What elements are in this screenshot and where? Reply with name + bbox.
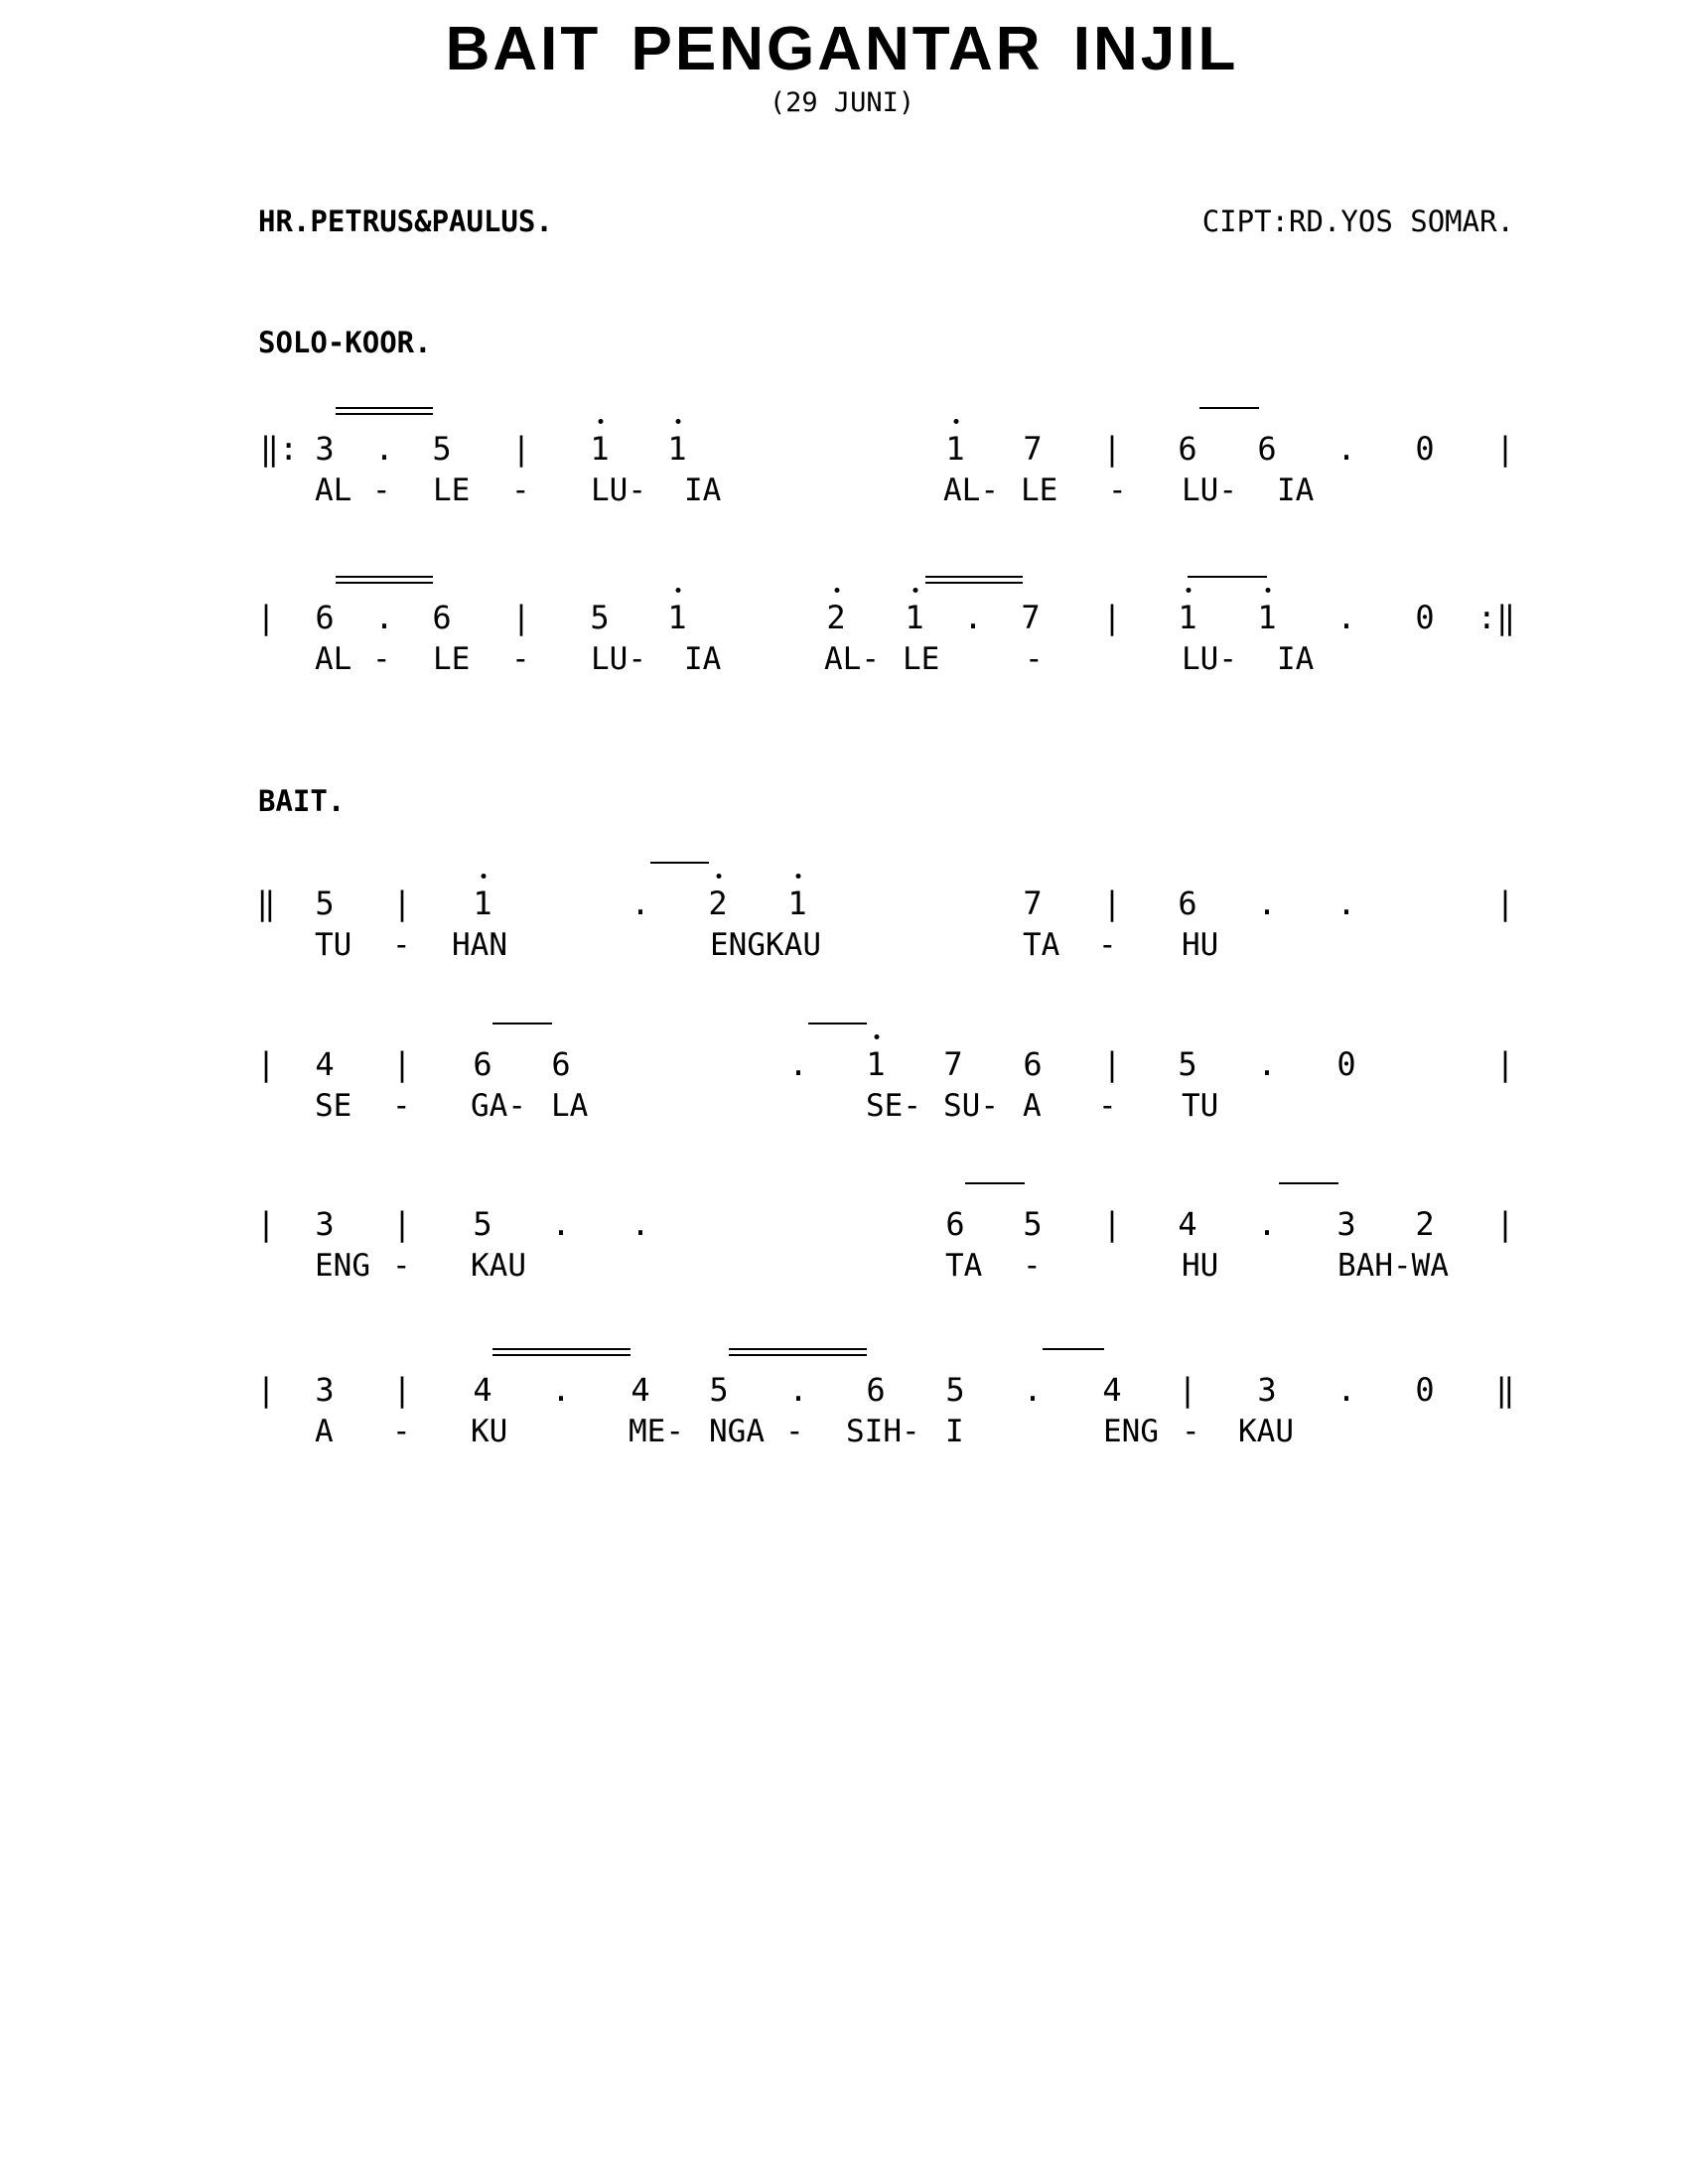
- lyric-syllable: KAU: [1238, 1414, 1294, 1449]
- note-token: 0: [1415, 599, 1435, 636]
- beam-line: [808, 1023, 867, 1024]
- note-token: 5: [590, 599, 610, 636]
- note-token: |: [256, 1045, 276, 1083]
- note-token: 2: [1415, 1205, 1435, 1243]
- note-token: 2: [826, 599, 846, 636]
- lyric-syllable: LA: [551, 1088, 589, 1124]
- note-token: .: [1023, 1371, 1043, 1409]
- note-token: 5: [945, 1371, 965, 1409]
- song-occasion: HR.PETRUS&PAULUS.: [258, 205, 553, 238]
- beam-line: [492, 1023, 552, 1024]
- section-label-bait: BAIT.: [258, 784, 346, 818]
- note-token: |: [392, 1371, 412, 1409]
- octave-dot: [717, 874, 722, 879]
- note-token: 4: [631, 1371, 650, 1409]
- lyric-syllable: AL-: [824, 641, 880, 677]
- note-token: 0: [1415, 430, 1435, 468]
- note-token: 6: [1023, 1045, 1043, 1083]
- note-token: |: [1495, 1205, 1515, 1243]
- lyric-syllable: LE: [433, 473, 471, 508]
- note-token: .: [1257, 885, 1277, 922]
- lyric-syllable: -: [1182, 1414, 1200, 1449]
- beam-line: [492, 1348, 631, 1350]
- note-token: |: [511, 599, 531, 636]
- note-token: |: [1495, 430, 1515, 468]
- lyric-syllable: -: [392, 927, 411, 963]
- note-token: 1: [905, 599, 924, 636]
- note-token: .: [788, 1045, 808, 1083]
- note-token: |: [392, 885, 412, 922]
- beam-line: [650, 862, 709, 864]
- note-token: 7: [1023, 430, 1043, 468]
- lyric-syllable: GA-: [471, 1088, 526, 1124]
- lyric-syllable: LU-: [1182, 473, 1237, 508]
- lyric-syllable: LU-: [1182, 641, 1237, 677]
- note-token: |: [1102, 885, 1122, 922]
- octave-dot: [1187, 588, 1192, 593]
- octave-dot: [875, 1034, 880, 1039]
- note-token: 6: [473, 1045, 492, 1083]
- lyric-syllable: BAH-WA: [1337, 1248, 1449, 1284]
- beam-line: [336, 582, 433, 584]
- beam-line: [336, 576, 433, 578]
- lyric-syllable: LE: [1021, 473, 1058, 508]
- note-token: |: [1495, 885, 1515, 922]
- note-token: |: [511, 430, 531, 468]
- lyric-syllable: ME-: [629, 1414, 684, 1449]
- note-token: 1: [945, 430, 965, 468]
- lyric-syllable: IA: [1277, 641, 1315, 677]
- lyric-syllable: IA: [684, 473, 722, 508]
- lyric-syllable: NGA: [709, 1414, 765, 1449]
- lyric-syllable: -: [1023, 1248, 1042, 1284]
- note-token: 1: [866, 1045, 886, 1083]
- lyric-syllable: -: [372, 473, 391, 508]
- note-token: |: [1102, 430, 1122, 468]
- note-token: |: [1102, 599, 1122, 636]
- note-token: 1: [590, 430, 610, 468]
- octave-dot: [676, 588, 681, 593]
- lyric-syllable: -: [511, 473, 530, 508]
- lyric-syllable: HU: [1182, 927, 1219, 963]
- octave-dot: [599, 419, 604, 424]
- lyric-syllable: AL-: [943, 473, 999, 508]
- note-token: 3: [1257, 1371, 1277, 1409]
- lyric-syllable: -: [511, 641, 530, 677]
- note-token: 1: [1178, 599, 1197, 636]
- lyric-syllable: SE: [315, 1088, 352, 1124]
- note-token: .: [1336, 599, 1356, 636]
- octave-dot: [796, 874, 801, 879]
- beam-line: [336, 413, 433, 415]
- composer-credit: CIPT:RD.YOS SOMAR.: [1201, 205, 1514, 238]
- lyric-syllable: LE: [433, 641, 471, 677]
- note-token: |: [256, 1205, 276, 1243]
- note-token: 1: [667, 430, 687, 468]
- note-token: 3: [1336, 1205, 1356, 1243]
- note-token: 7: [943, 1045, 963, 1083]
- note-token: |: [1495, 1045, 1515, 1083]
- lyric-syllable: HU: [1182, 1248, 1219, 1284]
- note-token: 4: [1102, 1371, 1122, 1409]
- note-token: .: [1336, 430, 1356, 468]
- lyric-syllable: TU: [1182, 1088, 1219, 1124]
- note-token: 1: [787, 885, 807, 922]
- note-token: 1: [667, 599, 687, 636]
- note-token: 6: [1257, 430, 1277, 468]
- note-token: :‖: [1476, 599, 1516, 636]
- note-token: 7: [1021, 599, 1041, 636]
- lyric-syllable: -: [1025, 641, 1044, 677]
- note-token: 6: [1178, 430, 1197, 468]
- beam-line: [729, 1354, 867, 1356]
- lyric-syllable: -: [1108, 473, 1127, 508]
- lyric-syllable: IA: [684, 641, 722, 677]
- beam-line: [1188, 576, 1267, 578]
- note-token: 7: [1023, 885, 1043, 922]
- lyric-syllable: -: [785, 1414, 804, 1449]
- note-token: |: [392, 1205, 412, 1243]
- lyric-syllable: LU-: [591, 641, 646, 677]
- note-token: .: [374, 430, 394, 468]
- beam-line: [925, 582, 1023, 584]
- octave-dot: [954, 419, 959, 424]
- page-title: BAIT PENGANTAR INJIL: [445, 15, 1239, 83]
- lyric-syllable: IA: [1277, 473, 1315, 508]
- note-token: .: [963, 599, 983, 636]
- note-token: 4: [315, 1045, 335, 1083]
- note-token: ‖: [256, 885, 276, 922]
- note-token: 5: [432, 430, 452, 468]
- lyric-syllable: AL: [315, 641, 352, 677]
- lyric-syllable: ENG: [1103, 1414, 1159, 1449]
- note-token: |: [1102, 1045, 1122, 1083]
- lyric-syllable: ENG: [315, 1248, 370, 1284]
- lyric-syllable: A: [1023, 1088, 1042, 1124]
- note-token: .: [631, 1205, 650, 1243]
- lyric-syllable: -: [1098, 1088, 1117, 1124]
- lyric-syllable: -: [392, 1248, 411, 1284]
- lyric-syllable: SIH-: [846, 1414, 920, 1449]
- lyric-syllable: -: [392, 1414, 411, 1449]
- note-token: 4: [1178, 1205, 1197, 1243]
- note-token: 3: [315, 1371, 335, 1409]
- beam-line: [1199, 407, 1259, 409]
- note-token: 2: [708, 885, 728, 922]
- octave-dot: [913, 588, 918, 593]
- octave-dot: [1266, 588, 1271, 593]
- lyric-syllable: KAU: [471, 1248, 526, 1284]
- note-token: |: [1178, 1371, 1197, 1409]
- note-token: 3: [315, 1205, 335, 1243]
- beam-line: [925, 576, 1023, 578]
- beam-line: [729, 1348, 867, 1350]
- note-token: .: [374, 599, 394, 636]
- lyric-syllable: -: [372, 641, 391, 677]
- note-token: .: [551, 1371, 571, 1409]
- lyric-syllable: -: [1098, 927, 1117, 963]
- note-token: 3: [315, 430, 335, 468]
- lyric-syllable: SE-: [866, 1088, 921, 1124]
- note-token: 6: [432, 599, 452, 636]
- beam-line: [965, 1182, 1025, 1184]
- note-token: |: [256, 1371, 276, 1409]
- lyric-syllable: TA: [1023, 927, 1060, 963]
- note-token: 6: [551, 1045, 571, 1083]
- note-token: ‖: [1495, 1371, 1515, 1409]
- lyric-syllable: KU: [471, 1414, 508, 1449]
- note-token: .: [1257, 1045, 1277, 1083]
- note-token: .: [551, 1205, 571, 1243]
- lyric-syllable: ENGKAU: [710, 927, 821, 963]
- note-token: .: [1336, 1371, 1356, 1409]
- note-token: 6: [1178, 885, 1197, 922]
- beam-line: [1043, 1348, 1104, 1350]
- note-token: 1: [473, 885, 492, 922]
- lyric-syllable: HAN: [452, 927, 507, 963]
- beam-line: [1279, 1182, 1338, 1184]
- lyric-syllable: AL: [315, 473, 352, 508]
- note-token: 6: [945, 1205, 965, 1243]
- note-token: 5: [709, 1371, 729, 1409]
- note-token: 6: [315, 599, 335, 636]
- note-token: .: [1336, 885, 1356, 922]
- lyric-syllable: TA: [945, 1248, 983, 1284]
- note-token: 5: [473, 1205, 492, 1243]
- note-token: 5: [1023, 1205, 1043, 1243]
- octave-dot: [482, 874, 487, 879]
- page-subtitle: (29 JUNI): [769, 87, 915, 118]
- note-token: 5: [1178, 1045, 1197, 1083]
- note-token: |: [256, 599, 276, 636]
- octave-dot: [676, 419, 681, 424]
- beam-line: [336, 407, 433, 409]
- note-token: ‖:: [259, 430, 299, 468]
- note-token: 0: [1336, 1045, 1356, 1083]
- lyric-syllable: I: [945, 1414, 964, 1449]
- note-token: .: [1257, 1205, 1277, 1243]
- lyric-syllable: -: [392, 1088, 411, 1124]
- lyric-syllable: LE: [903, 641, 940, 677]
- note-token: |: [392, 1045, 412, 1083]
- note-token: .: [788, 1371, 808, 1409]
- lyric-syllable: TU: [315, 927, 352, 963]
- note-token: .: [631, 885, 650, 922]
- note-token: |: [1102, 1205, 1122, 1243]
- note-token: 5: [315, 885, 335, 922]
- note-token: 0: [1415, 1371, 1435, 1409]
- note-token: 6: [866, 1371, 886, 1409]
- octave-dot: [835, 588, 840, 593]
- beam-line: [492, 1354, 631, 1356]
- lyric-syllable: A: [315, 1414, 334, 1449]
- note-token: 4: [473, 1371, 492, 1409]
- lyric-syllable: LU-: [591, 473, 646, 508]
- lyric-syllable: SU-: [943, 1088, 999, 1124]
- note-token: 1: [1257, 599, 1277, 636]
- section-label-solo-koor: SOLO-KOOR.: [258, 326, 432, 359]
